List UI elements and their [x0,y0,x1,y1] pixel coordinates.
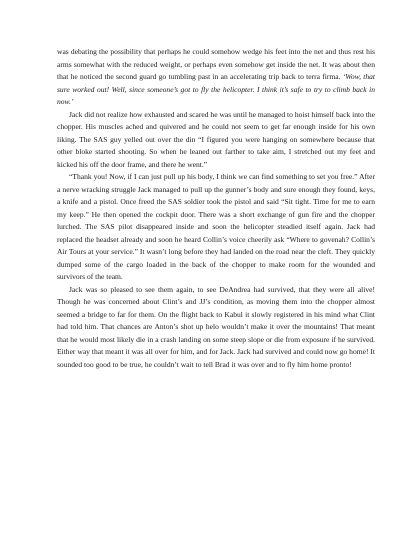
paragraph-1-italic-thought: ‘Wow, that sure worked out! Well, since someone’s got to fly the helicopter. I think it’s safe to try to climb back in now.’ [57,72,375,106]
paragraph-1-text: was debating the possibility that perhaps he could somehow wedge his feet into the net and thus rest his arms somewhat with the reduced weight, or perhaps even somehow get inside the net. It was about then that he noticed the second guard go tumbling past in an accelerating trip back to terra firma. [57,47,375,81]
paragraph-3-text: “Thank you! Now, if I can just pull up his body, I think we can find something to set you free.” After a nerve wracking struggle Jack managed to pull up the gunner’s body and sure enough they found, keys, a knife and a pistol. Once freed the SAS soldier took the pistol and said “Sit tight. Time for me to earn my keep.” He then opened the cockpit door. There was a short exchange of gun fire and the chopper lurched. The SAS pilot disappeared inside and soon the helicopter steadied itself again. Jack had replaced the headset already and soon he heard Collin’s voice cheerily ask “Where to govenah? Collin’s Air Tours at your service.” It wasn’t long before they had landed on the road near the cleft. They quickly dumped some of the cargo loaded in the back of the chopper to make room for the wounded and survivors of the team. [57,172,375,281]
paragraph-4-text: Jack was so pleased to see them again, to see DeAndrea had survived, that they were all alive! Though he was concerned about Clint’s and JJ’s condition, as moving them into the chopper almost seemed a bridge to far for them. On the flight back to Kabul it slowly registered in his mind what Clint had told him. That chances are Anton’s shot up helo wouldn’t make it over the mountains! That meant that he would most likely die in a crash landing on some steep slope or die from exposure if he survived. Either way that meant it was all over for him, and for Jack. Jack had survived and could now go home! It sounded too good to be true, he couldn’t wait to tell Brad it was over and to fly him home pronto! [57,284,375,369]
paragraph-3 [57,171,375,284]
paragraph-2-text: Jack did not realize how exhausted and scared he was until he managed to hoist himself back into the chopper. His muscles ached and quivered and he could not seem to get far enough inside for his own liking. The SAS guy yelled out over the din “I figured you were hanging on somewhere because that other bloke started shooting. So when he leaned out farther to take aim, I stretched out my feet and kicked his off the door frame, and there he went.” [57,109,375,169]
paragraph-1 [57,46,375,109]
paragraph-4 [57,284,375,372]
body-text [57,46,375,371]
paragraph-2 [57,109,375,172]
